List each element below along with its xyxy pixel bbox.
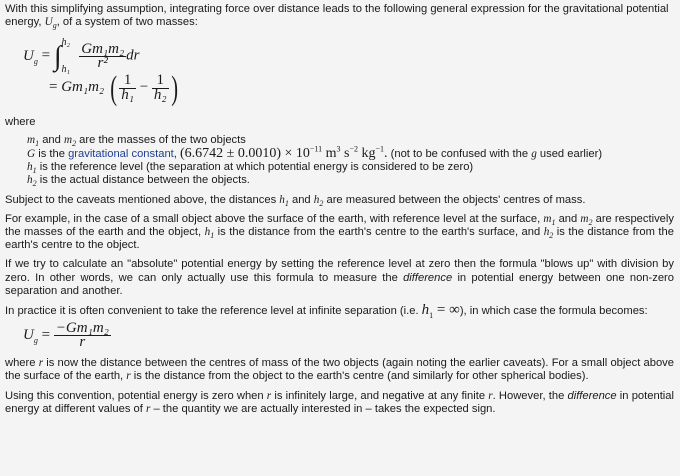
integrand-fraction: $\frac{\text{Gm₁m₂}}{\text{r²}}$ bbox=[81, 40, 125, 71]
paragraph-convention: Using this convention, potential energy is zero when r is infinitely large, and negative at any finite r. However, the difference in potential energy at different values of r – the quantity we are actually interested in – takes the expected sign. bbox=[5, 389, 674, 415]
gravitational-constant-link[interactable]: gravitational constant bbox=[68, 148, 174, 161]
ug-symbol: $U_g$ bbox=[44, 16, 57, 31]
definition-list bbox=[5, 134, 674, 188]
potential-energy-integral-formula bbox=[5, 32, 674, 116]
minus-sign: − bbox=[139, 79, 149, 96]
definition-h2: $h_2$ is the actual distance between the objects. bbox=[27, 174, 250, 189]
paragraph-caveats: Subject to the caveats mentioned above, the distances $h_1$ and $h_2$ are measured between the objects' centres of mass. bbox=[5, 193, 586, 208]
where-label: where bbox=[5, 116, 36, 129]
left-paren: ( bbox=[110, 69, 117, 107]
formula-lhs: $U_g$ bbox=[23, 47, 38, 66]
formula-line-1 bbox=[23, 36, 140, 76]
g-value: $(6.6742 \pm 0.0010) \times 10^{-11}$ $m^3$ $s^{-2}$ $kg^{-1}$. bbox=[180, 144, 388, 162]
mass-product: Gm₁m₂ bbox=[61, 79, 105, 96]
formula-line-2 bbox=[49, 69, 180, 107]
h1-infinity-math: $h_1$ = ∞ bbox=[421, 302, 460, 321]
paragraph-infinite: In practice it is often convenient to take the reference level at infinite separation (i.e. $h_1$ = ∞), in which case the formula becomes: bbox=[5, 302, 648, 321]
intro-text: With this simplifying assumption, integrating force over distance leads to the following general expression for the gravitational potential bbox=[5, 3, 669, 15]
formula-equals: = bbox=[41, 47, 51, 64]
paragraph-absolute: If we try to calculate an "absolute" potential energy by setting the reference level at zero then the formula "blows up" with division by zero. In other words, we can only actually use this formula to measure the difference in potential energy between one non-zero separation and another. bbox=[5, 258, 675, 297]
integral-limits: h₂ h₁ bbox=[61, 37, 70, 76]
paragraph-r-definition: where r is now the distance between the centres of mass of the two objects (again noting the earlier caveats). For a small object above the surface of the earth, r is the distance from the object to the earth's centre (and similarly for other spherical bodies). bbox=[5, 357, 674, 383]
intro-text-3: , of a system of two masses: bbox=[56, 16, 198, 29]
integral-sign: ∫ bbox=[53, 40, 62, 72]
right-paren: ) bbox=[170, 69, 178, 107]
inverse-h1-fraction: $\frac{1}{\text{h₁}}$ bbox=[121, 72, 134, 103]
potential-energy-infinity-formula bbox=[5, 321, 674, 357]
definition-h1: $h_1$ is the reference level (the separation at which potential energy is considered to be zero) bbox=[27, 160, 474, 175]
differential: dr bbox=[126, 47, 140, 64]
definition-masses: $m_1$ and $m_2$ are the masses of the two objects bbox=[27, 133, 246, 148]
formula-equals-2: = bbox=[49, 79, 58, 96]
paragraph-example: For example, in the case of a small object above the surface of the earth, with reference level at the surface, $m_1$ and $m_2$ are respectively the masses of the earth and the object, $h_1$ is the distance from the earth's centre to the earth's surface, and $h_2$ is the distance from the earth's centre to the object. bbox=[5, 212, 674, 252]
formula2-fraction: $\frac{\text{−Gm₁m₂}}{r}$ bbox=[55, 320, 109, 351]
inverse-h2-fraction: $\frac{1}{\text{h₂}}$ bbox=[153, 72, 167, 103]
formula2-line: $U_g$ = $\frac{\text{−Gm₁m₂}}{r}$ bbox=[23, 320, 109, 351]
intro-text-2: energy, bbox=[5, 16, 45, 29]
definition-gravitational-constant: G is the gravitational constant, $(6.6742 \pm 0.0010) \times 10^{-11}$ $m^3$ $s^{-2}$ $kg^{-1}$. (not to be confused with the g used earlier) bbox=[27, 144, 603, 162]
intro-paragraph bbox=[5, 3, 674, 29]
